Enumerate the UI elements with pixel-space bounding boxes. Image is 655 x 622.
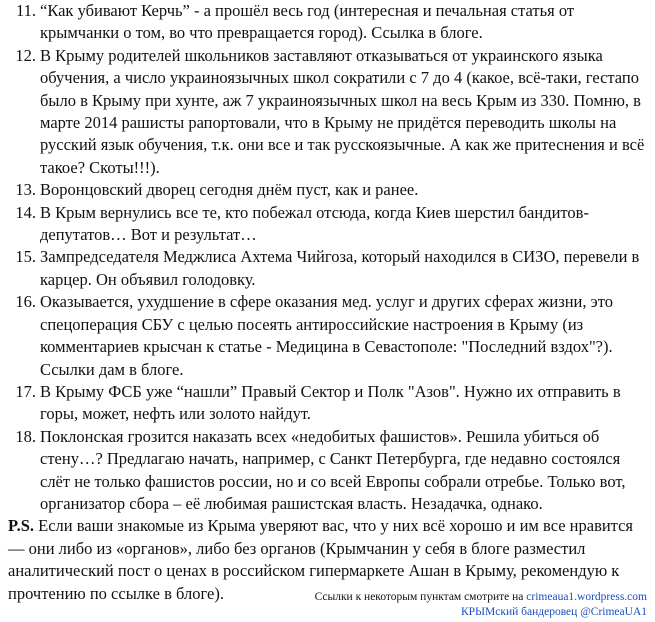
item-number: 15. [15,247,36,267]
blog-link[interactable]: crimeaua1.wordpress.com [526,591,647,603]
item-number: 18. [15,426,36,446]
list-item [4,0,647,45]
ps-text: Если ваши знакомые из Крыма уверяют вас, что у них всё хорошо и им все нравится — они либо из «органов», либо без органов (Крымчанин у себя в блоге разместил аналитический пост о ценах в российском гипермаркете Ашан в Крыму, рекомендую к прочтению по ссылке в блоге). [8,516,634,603]
footer-prefix: Ссылки к некоторым пунктам смотрите на [314,591,527,603]
item-text: Поклонская грозится наказать всех «недобитых фашистов». Решила убиться об стену…? Предлагаю начать, например, с Санкт Петербурга, где недавно состоялся слёт не только фашистов россии, но и со всей Европы собрали отребье. Только вот, организатор сбора – её любимая рашистская власть. Незадачка, однако. [40,426,626,513]
list-item [4,179,647,201]
item-text: Зампредседателя Меджлиса Ахтема Чийгоза, который находился в СИЗО, перевели в карцер. Он объявил голодовку. [40,247,640,289]
news-list [4,0,647,515]
item-number: 14. [15,202,36,222]
footer [315,590,647,620]
list-item [4,291,647,381]
item-number: 12. [15,45,36,65]
item-text: В Крыму родителей школьников заставляют отказываться от украинского языка обучения, а число украиноязычных школ сократили с 7 до 4 (какое, всё-таки, гестапо было в Крыму при хунте, аж 7 украиноязычных школ на весь Крым из 330. Помню, в марте 2014 рашисты рапортовали, что в Крыму не придётся переводить школы на русский язык обучения, т.к. они все и так русскоязычные. А как же притеснения и всё такое? Скоты!!!). [40,45,645,177]
item-text: В Крым вернулись все те, кто побежал отсюда, когда Киев шерстил бандитов-депутатов… Вот и результат… [40,202,589,245]
list-item [4,246,647,291]
item-number: 13. [15,180,36,200]
item-number: 17. [15,381,36,401]
list-item [4,426,647,516]
list-item [4,45,647,179]
list-item [4,202,647,247]
item-number: 16. [15,292,36,312]
item-text: Воронцовский дворец сегодня днём пуст, как и ранее. [40,180,419,200]
author-signature: КРЫМский бандеровец @CrimeaUA1 [460,606,647,618]
footer-links-line [315,590,647,605]
item-text: В Крыму ФСБ уже “нашли” Правый Сектор и Полк "Азов". Нужно их отправить в горы, может, нефть или золото найдут. [40,381,621,424]
ps-label: P.S. [8,516,34,536]
item-text: “Как убивают Керчь” - а прошёл весь год (интересная и печальная статья от крымчанки о том, во что превращается город). Ссылка в блоге. [40,1,575,43]
list-item [4,381,647,426]
item-number: 11. [15,1,36,20]
item-text: Оказывается, ухудшение в сфере оказания мед. услуг и других сферах жизни, это спецоперация СБУ с целью посеять антироссийские настроения в Крыму (из комментариев крысчан к статье - Медицина в Севастополе: "Последний вздох"?). Ссылки дам в блоге. [40,292,613,379]
